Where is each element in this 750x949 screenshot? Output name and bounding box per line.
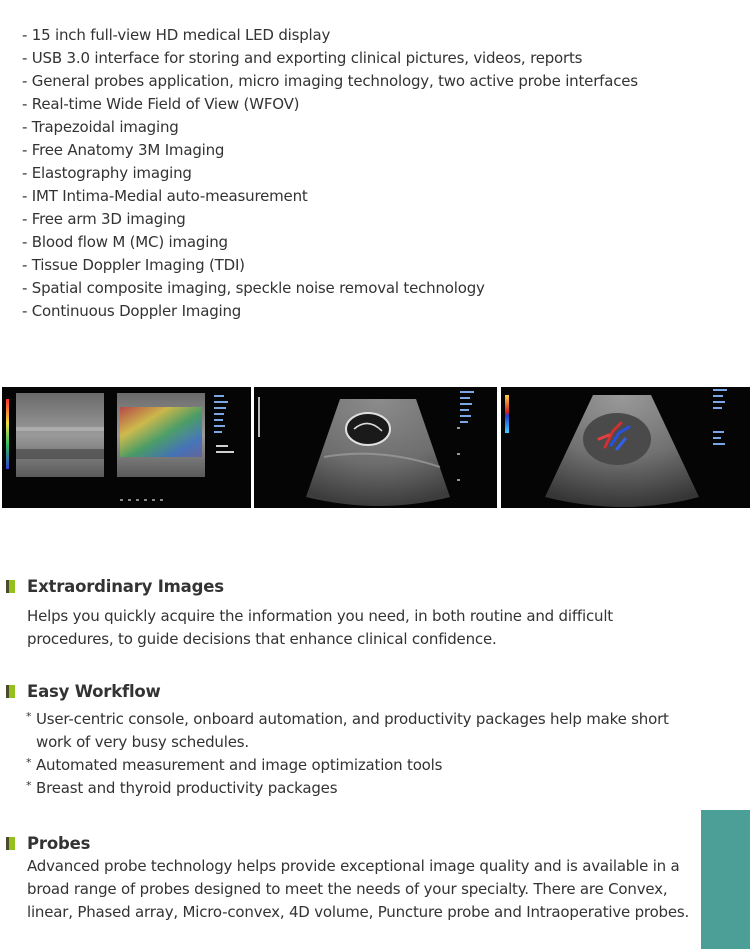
decorative-teal-block	[701, 810, 750, 949]
feature-item: - Continuous Doppler Imaging	[22, 302, 242, 320]
feature-item: - Blood flow M (MC) imaging	[22, 233, 228, 251]
bar-marker-icon	[6, 837, 15, 850]
list-item	[26, 754, 696, 777]
ultrasound-image-strip	[0, 387, 750, 508]
workflow-bullet-list	[26, 708, 696, 800]
asterisk-bullet-icon: *	[26, 710, 32, 723]
section-title: Probes	[27, 833, 91, 853]
ultrasound-elastography-image	[2, 387, 251, 508]
feature-item: - Free arm 3D imaging	[22, 210, 186, 228]
list-item-text: Automated measurement and image optimization tools	[36, 756, 443, 774]
list-item-text: User-centric console, onboard automation, and productivity packages help make short work of very busy schedules.	[36, 710, 669, 751]
section-easy-workflow	[6, 679, 696, 800]
section-heading	[6, 679, 696, 703]
section-body: Advanced probe technology helps provide exceptional image quality and is available in a broad range of probes designed to meet the needs of your specialty. There are Convex, linear, Phased array, Micro-convex, 4D volume, Puncture probe and Intraoperative probes.	[27, 857, 690, 921]
feature-list	[22, 24, 638, 323]
elastography-scan-graphic	[2, 387, 251, 508]
list-item	[26, 708, 696, 754]
feature-item: - Tissue Doppler Imaging (TDI)	[22, 256, 245, 274]
feature-item: - USB 3.0 interface for storing and exporting clinical pictures, videos, reports	[22, 49, 583, 67]
asterisk-bullet-icon: *	[26, 756, 32, 769]
section-heading	[6, 831, 696, 855]
feature-item: - Free Anatomy 3M Imaging	[22, 141, 225, 159]
convex-scan-graphic	[254, 387, 497, 508]
feature-item: - Real-time Wide Field of View (WFOV)	[22, 95, 300, 113]
ultrasound-color-doppler-image	[501, 387, 750, 508]
color-doppler-scan-graphic	[501, 387, 750, 508]
feature-item: - Elastography imaging	[22, 164, 192, 182]
ultrasound-convex-image	[254, 387, 497, 508]
asterisk-bullet-icon: *	[26, 779, 32, 792]
feature-item: - General probes application, micro imaging technology, two active probe interfaces	[22, 72, 638, 90]
section-body: Helps you quickly acquire the information you need, in both routine and difficult procedures, to guide decisions that enhance clinical confidence.	[27, 607, 613, 648]
feature-item: - IMT Intima-Medial auto-measurement	[22, 187, 308, 205]
list-item	[26, 777, 696, 800]
feature-item: - Trapezoidal imaging	[22, 118, 179, 136]
bar-marker-icon	[6, 685, 15, 698]
bar-marker-icon	[6, 580, 15, 593]
feature-item: - 15 inch full-view HD medical LED display	[22, 26, 331, 44]
list-item-text: Breast and thyroid productivity packages	[36, 779, 338, 797]
section-heading	[6, 574, 696, 598]
section-probes	[6, 831, 696, 924]
section-title: Easy Workflow	[27, 681, 161, 701]
section-title: Extraordinary Images	[27, 576, 224, 596]
feature-item: - Spatial composite imaging, speckle noise removal technology	[22, 279, 485, 297]
section-extraordinary-images	[6, 574, 696, 651]
